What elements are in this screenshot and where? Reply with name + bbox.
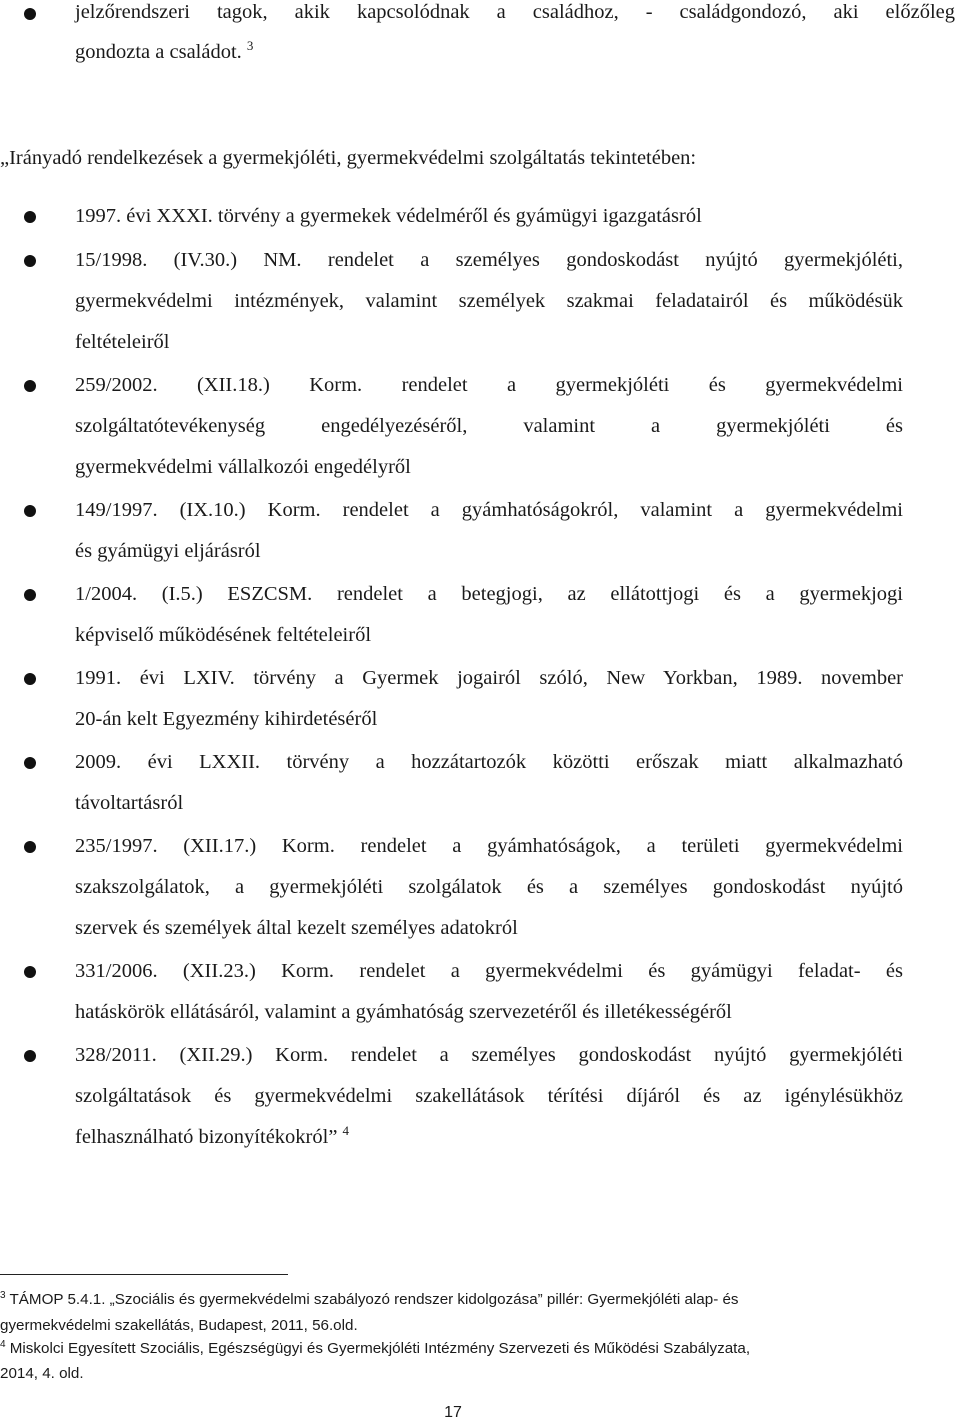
section-heading: „Irányadó rendelkezések a gyermekjóléti, gyermekvédelmi szolgáltatás tekintetében: — [0, 147, 697, 169]
list-item-line: 235/1997. (XII.17.) Korm. rendelet a gyámhatóságok, a területi gyermekvédelmi — [75, 835, 903, 857]
bullet-icon — [24, 8, 36, 20]
footnote-line: 2014, 4. old. — [0, 1365, 84, 1382]
bullet-icon — [24, 211, 36, 223]
bullet-icon — [24, 505, 36, 517]
footnote-line — [0, 1340, 750, 1358]
list-item-line: szakszolgálatok, a gyermekjóléti szolgálatok és a személyes gondoskodást nyújtó — [75, 876, 903, 898]
list-item-line: 331/2006. (XII.23.) Korm. rendelet a gyermekvédelmi és gyámügyi feladat- és — [75, 960, 903, 982]
list-item-line — [75, 1125, 349, 1149]
list-item-line: feltételeiről — [75, 331, 170, 353]
footnote-line: gyermekvédelmi szakellátás, Budapest, 2011, 56.old. — [0, 1317, 358, 1334]
list-item-line: 1/2004. (I.5.) ESZCSM. rendelet a betegjogi, az ellátottjogi és a gyermekjogi — [75, 583, 903, 605]
list-item-line: gyermekvédelmi vállalkozói engedélyről — [75, 456, 411, 478]
bullet-icon — [24, 966, 36, 978]
footnote-ref: 3 — [246, 38, 254, 54]
bullet-icon — [24, 589, 36, 601]
list-item-line: 1991. évi LXIV. törvény a Gyermek jogairól szóló, New Yorkban, 1989. november — [75, 667, 903, 689]
list-item-line: 149/1997. (IX.10.) Korm. rendelet a gyámhatóságokról, valamint a gyermekvédelmi — [75, 499, 903, 521]
list-item-line: gyermekvédelmi intézmények, valamint személyek szakmai feladatairól és működésük — [75, 290, 903, 312]
list-item-line: 328/2011. (XII.29.) Korm. rendelet a személyes gondoskodást nyújtó gyermekjóléti — [75, 1044, 903, 1066]
list-item-line: 1997. évi XXXI. törvény a gyermekek védelméről és gyámügyi igazgatásról — [75, 205, 702, 227]
list-item-line: és gyámügyi eljárásról — [75, 540, 261, 562]
list-item-line: 2009. évi LXXII. törvény a hozzátartozók közötti erőszak miatt alkalmazható — [75, 751, 903, 773]
footnote-line — [0, 1291, 739, 1309]
page-number: 17 — [444, 1404, 462, 1421]
list-item-line: szervek és személyek által kezelt személyes adatokról — [75, 917, 518, 939]
list-item-line: 259/2002. (XII.18.) Korm. rendelet a gyermekjóléti és gyermekvédelmi — [75, 374, 903, 396]
footnote-text: Miskolci Egyesített Szociális, Egészségügyi és Gyermekjóléti Intézmény Szervezeti és Működési Szabályzata, — [5, 1340, 751, 1357]
list-item-line — [75, 40, 253, 64]
list-item-line: szolgáltatások és gyermekvédelmi szakellátások térítési díjáról és az igénylésükhöz — [75, 1085, 903, 1107]
list-item-line: távoltartásról — [75, 792, 184, 814]
list-item-line: 20-án kelt Egyezmény kihirdetéséről — [75, 708, 378, 730]
footnote-text: TÁMOP 5.4.1. „Szociális és gyermekvédelmi szabályozó rendszer kidolgozása” pillér: Gyermekjóléti alap- és — [5, 1291, 739, 1308]
bullet-icon — [24, 673, 36, 685]
bullet-icon — [24, 255, 36, 267]
list-item-line: jelzőrendszeri tagok, akik kapcsolódnak a családhoz, - családgondozó, aki előzőleg — [75, 1, 955, 23]
list-item-line: 15/1998. (IV.30.) NM. rendelet a személyes gondoskodást nyújtó gyermekjóléti, — [75, 249, 903, 271]
list-item-line: hatáskörök ellátásáról, valamint a gyámhatóság szervezetéről és illetékességéről — [75, 1001, 732, 1023]
footnote-number: 3 — [0, 1289, 6, 1301]
bullet-icon — [24, 1050, 36, 1062]
footnote-number: 4 — [0, 1338, 6, 1350]
bullet-icon — [24, 841, 36, 853]
list-item-line: szolgáltatótevékenység engedélyezéséről, valamint a gyermekjóléti és — [75, 415, 903, 437]
bullet-icon — [24, 757, 36, 769]
footnote-separator — [0, 1274, 288, 1275]
list-item-line: képviselő működésének feltételeiről — [75, 624, 372, 646]
list-item-text: gondozta a családot. — [75, 41, 247, 63]
list-item-text: felhasználható bizonyítékokról” — [75, 1126, 343, 1148]
footnote-ref: 4 — [342, 1123, 350, 1139]
bullet-icon — [24, 380, 36, 392]
